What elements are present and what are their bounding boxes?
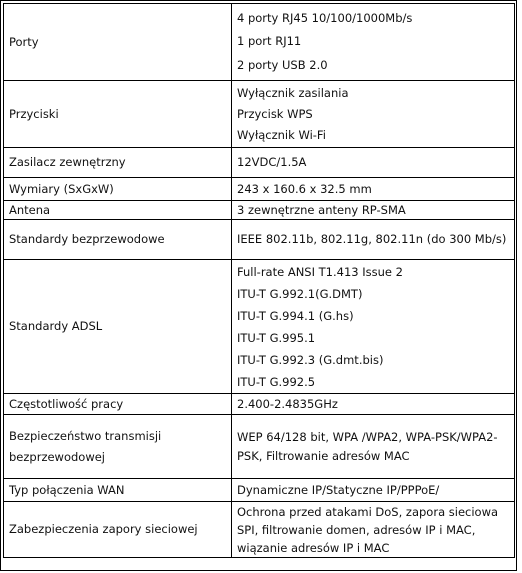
value-line: ITU-T G.992.1(G.DMT) <box>237 286 363 301</box>
value-line: 4 porty RJ45 10/100/1000Mb/s <box>237 11 413 26</box>
table-row <box>4 148 515 178</box>
value-line: Wyłącznik Wi-Fi <box>237 127 326 142</box>
table-row <box>4 394 515 415</box>
spec-table <box>3 3 515 558</box>
table-row <box>4 260 515 394</box>
row-label: Częstotliwość pracy <box>4 394 232 415</box>
value-line: Ochrona przed atakami DoS, zapora sieciowa SPI, filtrowanie domen, adresów IP i MAC, wiązanie adresów IP i MAC <box>237 504 499 555</box>
table-row <box>4 220 515 260</box>
row-label: Zasilacz zewnętrzny <box>4 148 232 178</box>
row-label: Zabezpieczenia zapory sieciowej <box>4 502 232 558</box>
table-row <box>4 4 515 81</box>
value-line: ITU-T G.994.1 (G.hs) <box>237 308 354 323</box>
table-row <box>4 81 515 148</box>
value-line: Dynamiczne IP/Statyczne IP/PPPoE/ <box>237 482 440 497</box>
row-label-text: Bezpieczeństwo transmisji bezprzewodowej <box>9 428 162 464</box>
value-line: IEEE 802.11b, 802.11g, 802.11n (do 300 Mb/s) <box>237 232 507 246</box>
value-line: 3 zewnętrzne anteny RP-SMA <box>237 202 406 217</box>
value-line: ITU-T G.995.1 <box>237 330 316 345</box>
table-row <box>4 201 515 220</box>
table-row <box>4 479 515 502</box>
row-value <box>232 260 515 394</box>
row-label: Standardy ADSL <box>4 260 232 394</box>
value-line: 12VDC/1.5A <box>237 155 307 169</box>
row-value <box>232 4 515 81</box>
row-value <box>232 479 515 502</box>
row-value <box>232 415 515 479</box>
table-row <box>4 415 515 479</box>
value-line: 243 x 160.6 x 32.5 mm <box>237 181 372 196</box>
value-line: 1 port RJ11 <box>237 34 302 49</box>
row-value <box>232 220 515 260</box>
table-row <box>4 502 515 558</box>
value-line: Full-rate ANSI T1.413 Issue 2 <box>237 264 403 279</box>
value-line: Przycisk WPS <box>237 106 313 121</box>
row-value <box>232 148 515 178</box>
value-line: ITU-T G.992.5 <box>237 374 316 389</box>
row-label: Typ połączenia WAN <box>4 479 232 502</box>
row-value <box>232 81 515 148</box>
value-line: WEP 64/128 bit, WPA /WPA2, WPA-PSK/WPA2-PSK, Filtrowanie adresów MAC <box>237 429 498 463</box>
row-label: Przyciski <box>4 81 232 148</box>
row-value <box>232 394 515 415</box>
value-line: 2.400-2.4835GHz <box>237 396 338 411</box>
row-label: Wymiary (SxGxW) <box>4 178 232 201</box>
row-value <box>232 201 515 220</box>
row-value <box>232 502 515 558</box>
table-row <box>4 178 515 201</box>
value-line: ITU-T G.992.3 (G.dmt.bis) <box>237 352 384 367</box>
row-label: Antena <box>4 201 232 220</box>
row-value <box>232 178 515 201</box>
value-line: 2 porty USB 2.0 <box>237 57 328 72</box>
row-label <box>4 415 232 479</box>
row-label: Standardy bezprzewodowe <box>4 220 232 260</box>
row-label: Porty <box>4 4 232 81</box>
value-line: Wyłącznik zasilania <box>237 85 349 100</box>
